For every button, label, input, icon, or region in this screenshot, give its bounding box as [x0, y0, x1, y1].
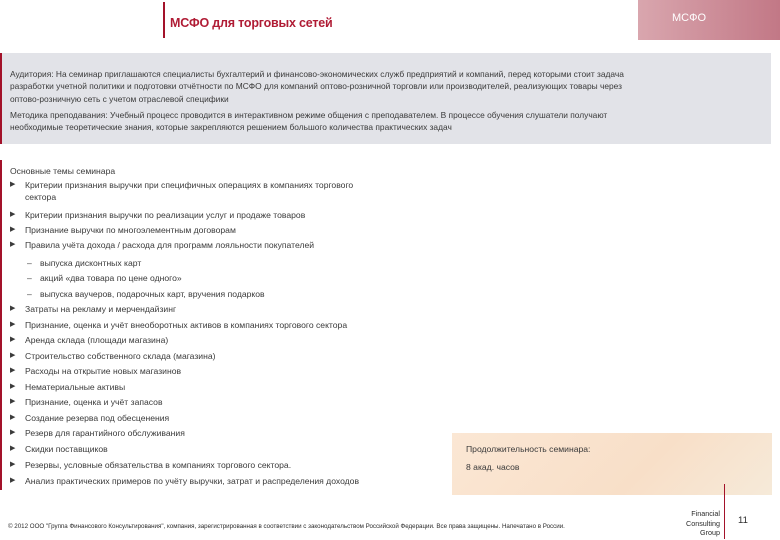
topic-text: Создание резерва под обесценения — [25, 413, 170, 423]
triangle-bullet-icon: ▶ — [10, 461, 16, 468]
topic-item — [10, 396, 440, 408]
brand-line-2: Consulting — [686, 518, 720, 528]
topic-item — [10, 319, 440, 331]
triangle-bullet-icon: ▶ — [10, 367, 16, 374]
topic-text: Признание выручки по многоэлементным договорам — [25, 225, 236, 235]
section-bar — [638, 0, 780, 40]
topic-subitem — [10, 272, 440, 284]
topic-text: выпуска ваучеров, подарочных карт, вручения подарков — [40, 289, 265, 299]
brand-line-1: Financial — [691, 509, 720, 518]
footer-accent-rule — [724, 484, 725, 539]
topic-text: выпуска дисконтных карт — [40, 258, 142, 268]
section-label: МСФО — [672, 12, 707, 24]
topic-item — [10, 303, 440, 315]
topic-item — [10, 427, 440, 439]
topic-item — [10, 365, 440, 377]
topic-text: Признание, оценка и учёт запасов — [25, 397, 163, 407]
topics-heading: Основные темы семинара — [10, 166, 116, 176]
topic-text: Расходы на открытие новых магазинов — [25, 366, 182, 376]
audience-paragraph: Аудитория: На семинар приглашаются специалисты бухгалтерий и финансово-экономических служб предприятий и компаний, перед которыми стоит задача разработки учетной политики и подготовки отчётности по МСФО для компаний оптово-розничной торговли или производителей, реализующих товары через оптово-розничную сеть с учетом отраслевой специфики — [10, 69, 624, 104]
topic-item — [10, 350, 440, 362]
triangle-bullet-icon: ▶ — [10, 241, 16, 248]
topic-item — [10, 239, 440, 251]
topic-item — [10, 334, 440, 346]
duration-label: Продолжительность семинара: — [466, 444, 591, 454]
topic-item — [10, 224, 440, 236]
topic-text: Критерии признания выручки при специфичных операциях в компаниях торгового сектора — [25, 180, 354, 202]
topic-text: Строительство собственного склада (магазина) — [25, 351, 216, 361]
topic-subitem — [10, 288, 440, 300]
page-title: МСФО для торговых сетей — [170, 16, 333, 30]
triangle-bullet-icon: ▶ — [10, 445, 16, 452]
topic-text: Нематериальные активы — [25, 382, 126, 392]
topic-subitem — [10, 257, 440, 269]
triangle-bullet-icon: ▶ — [10, 383, 16, 390]
topic-item — [10, 475, 440, 487]
topic-text: Скидки поставщиков — [25, 444, 108, 454]
triangle-bullet-icon: ▶ — [10, 352, 16, 359]
triangle-bullet-icon: ▶ — [10, 477, 16, 484]
triangle-bullet-icon: ▶ — [10, 211, 16, 218]
triangle-bullet-icon: ▶ — [10, 226, 16, 233]
triangle-bullet-icon: ▶ — [10, 414, 16, 421]
dash-marker: – — [27, 258, 32, 268]
triangle-bullet-icon: ▶ — [10, 336, 16, 343]
dash-marker: – — [27, 289, 32, 299]
topic-text: Аренда склада (площади магазина) — [25, 335, 169, 345]
topic-item — [10, 381, 440, 393]
topic-item — [10, 443, 440, 455]
topic-text: Критерии признания выручки по реализации услуг и продаже товаров — [25, 210, 306, 220]
triangle-bullet-icon: ▶ — [10, 321, 16, 328]
footer-copyright: © 2012 ООО "Группа Финансового Консультирования", компания, зарегистрированная в соответствии с законодательством Российской Федерации. Все права защищены. Напечатано в России. — [8, 523, 565, 530]
topic-item — [10, 459, 440, 471]
topic-item — [10, 209, 440, 221]
topic-text: Резерв для гарантийного обслуживания — [25, 428, 185, 438]
triangle-bullet-icon: ▶ — [10, 181, 16, 188]
info-accent-rule — [0, 53, 2, 144]
topic-text: Правила учёта дохода / расхода для программ лояльности покупателей — [25, 240, 315, 250]
topic-text: Затраты на рекламу и мерчендайзинг — [25, 304, 177, 314]
topic-text: Признание, оценка и учёт внеоборотных активов в компаниях торгового сектора — [25, 320, 348, 330]
triangle-bullet-icon: ▶ — [10, 429, 16, 436]
topic-item — [10, 412, 440, 424]
triangle-bullet-icon: ▶ — [10, 398, 16, 405]
header-accent-rule — [163, 2, 165, 38]
topics-accent-rule — [0, 160, 2, 490]
dash-marker: – — [27, 273, 32, 283]
brand-logo-text — [664, 509, 720, 538]
triangle-bullet-icon: ▶ — [10, 305, 16, 312]
method-paragraph: Методика преподавания: Учебный процесс проводится в интерактивном режиме общения с преподавателем. В процессе обучения слушатели получают необходимые теоретические знания, которые закрепляются решением большого количества практических задач — [10, 110, 608, 133]
duration-value: 8 акад. часов — [466, 462, 520, 472]
topic-text: акций «два товара по цене одного» — [40, 273, 182, 283]
topic-text: Резервы, условные обязательства в компаниях торгового сектора. — [25, 460, 292, 470]
brand-line-3: Group — [700, 528, 720, 538]
page-number: 11 — [738, 515, 748, 526]
topic-text: Анализ практических примеров по учёту выручки, затрат и распределения доходов — [25, 476, 360, 486]
topic-item — [10, 179, 440, 203]
